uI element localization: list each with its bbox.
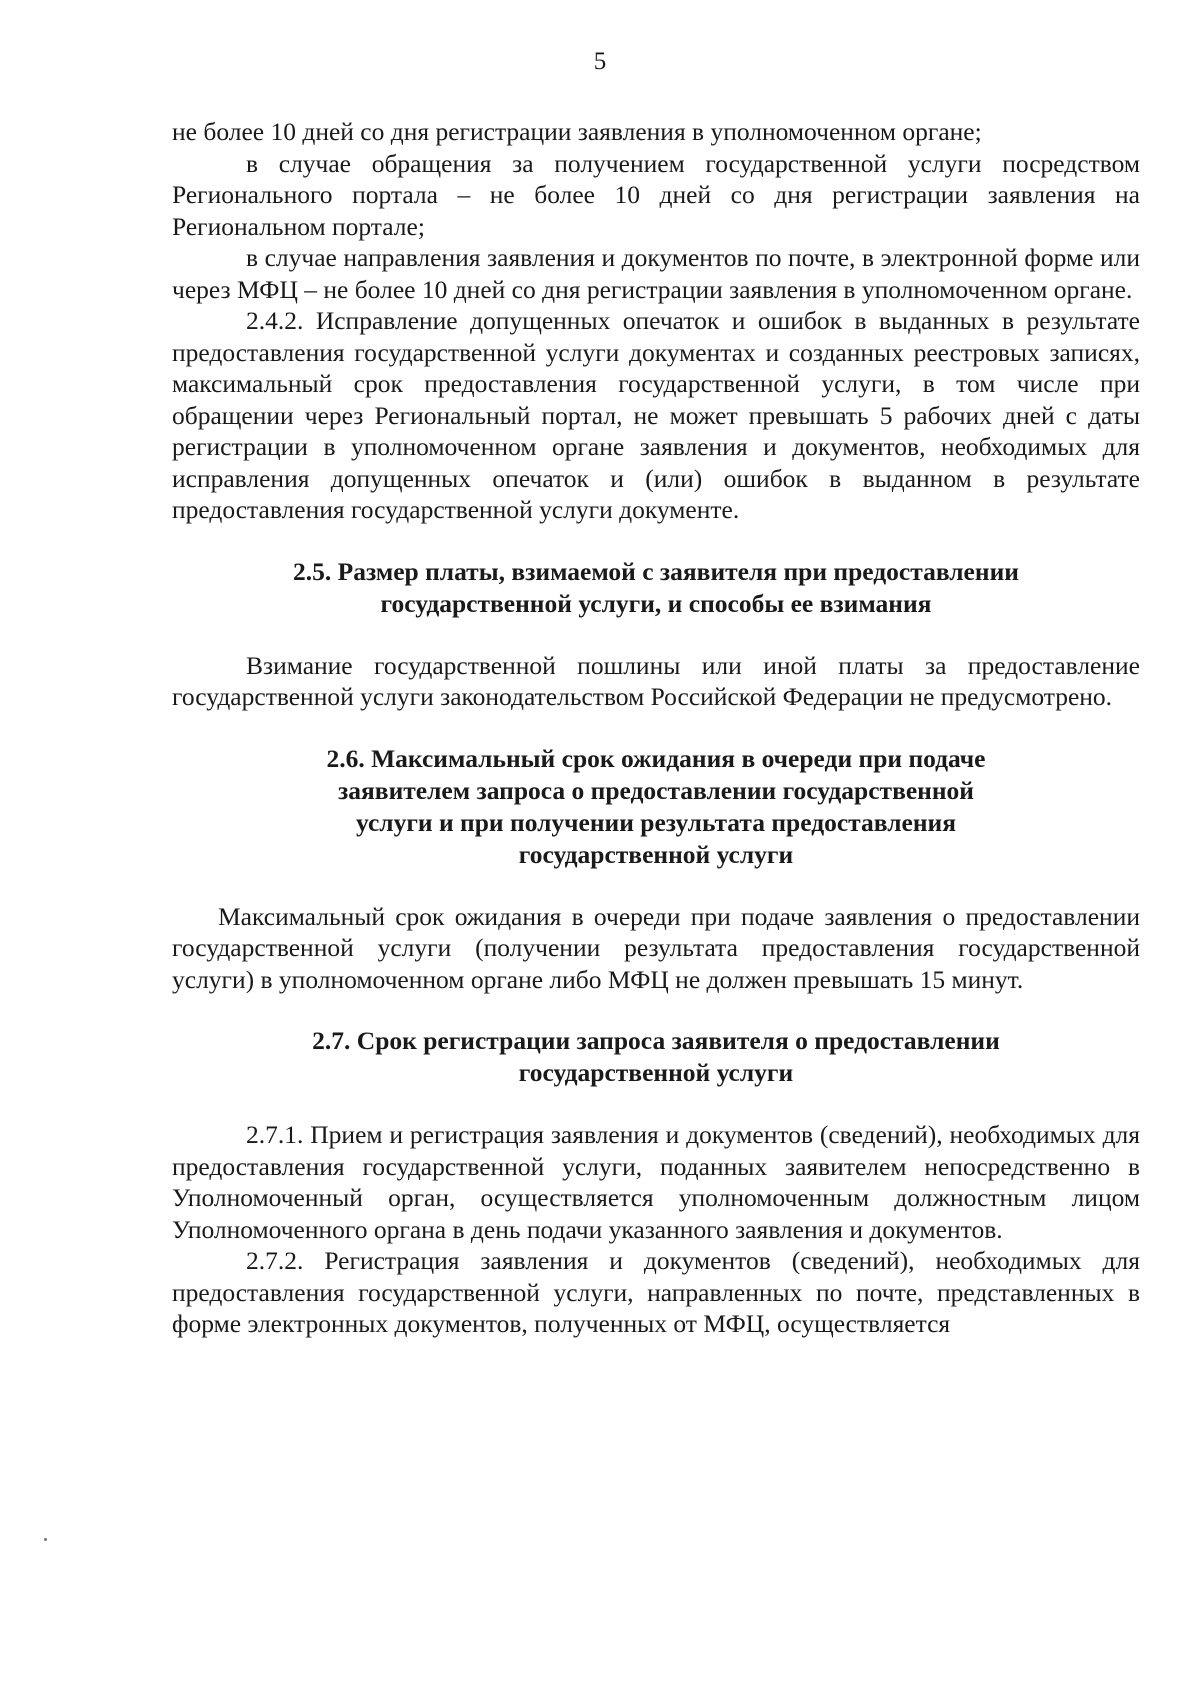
page-number: 5 xyxy=(593,48,607,75)
document-body xyxy=(172,116,1140,1340)
heading-line: 2.5. Размер платы, взимаемой с заявителя при предоставлении xyxy=(293,556,1019,586)
heading-line: государственной услуги xyxy=(518,839,794,869)
paragraph-2-6-queue: Максимальный срок ожидания в очереди при подаче заявления о предоставлении государственной услуги (получении результата предоставления государственной услуги) в уполномоченном органе либо МФЦ не должен превышать 15 минут. xyxy=(172,901,1140,994)
heading-line: 2.7. Срок регистрации запроса заявителя о предоставлении xyxy=(312,1026,1000,1055)
heading-line: государственной услуги xyxy=(518,1058,794,1087)
heading-line: заявителем запроса о предоставлении государственной xyxy=(338,775,974,805)
section-heading-2-5 xyxy=(172,556,1140,620)
paragraph-term-authority: не более 10 дней со дня регистрации заявления в уполномоченном органе; xyxy=(172,117,982,146)
paragraph-2-7-1: 2.7.1. Прием и регистрация заявления и документов (сведений), необходимых для предоставления государственной услуги, поданных заявителем непосредственно в Уполномоченный орган, осуществляется уполномоченным должностным лицом Уполномоченного органа в день подачи указанного заявления и документов. xyxy=(172,1120,1140,1244)
paragraph-term-post-mfc: в случае направления заявления и документов по почте, в электронной форме или через МФЦ – не более 10 дней со дня регистрации заявления в уполномоченном органе. xyxy=(172,243,1140,304)
scan-artifact-dot xyxy=(44,1538,47,1541)
heading-line: 2.6. Максимальный срок ожидания в очереди при подаче xyxy=(326,743,986,773)
paragraph-2-5-fee: Взимание государственной пошлины или иной платы за предоставление государственной услуги законодательством Российской Федерации не предусмотрено. xyxy=(172,650,1140,711)
heading-line: услуги и при получении результата предоставления xyxy=(356,807,956,837)
paragraph-2-4-2: 2.4.2. Исправление допущенных опечаток и ошибок в выданных в результате предоставления государственной услуги документах и созданных реестровых записях, максимальный срок предоставления государственной услуги, в том числе при обращении через Региональный портал, не может превышать 5 рабочих дней с даты регистрации в уполномоченном органе заявления и документов, необходимых для исправления допущенных опечаток и (или) ошибок в выданном в результате предоставления государственной услуги документе. xyxy=(172,306,1140,524)
paragraph-term-regional-portal: в случае обращения за получением государственной услуги посредством Регионального портала – не более 10 дней со дня регистрации заявления на Региональном портале; xyxy=(172,148,1140,241)
section-heading-2-7 xyxy=(172,1025,1140,1089)
paragraph-2-7-2: 2.7.2. Регистрация заявления и документов (сведений), необходимых для предоставления государственной услуги, направленных по почте, представленных в форме электронных документов, полученных от МФЦ, осуществляется xyxy=(172,1246,1140,1338)
section-heading-2-6 xyxy=(172,743,1140,871)
heading-line: государственной услуги, и способы ее взимания xyxy=(380,588,932,618)
